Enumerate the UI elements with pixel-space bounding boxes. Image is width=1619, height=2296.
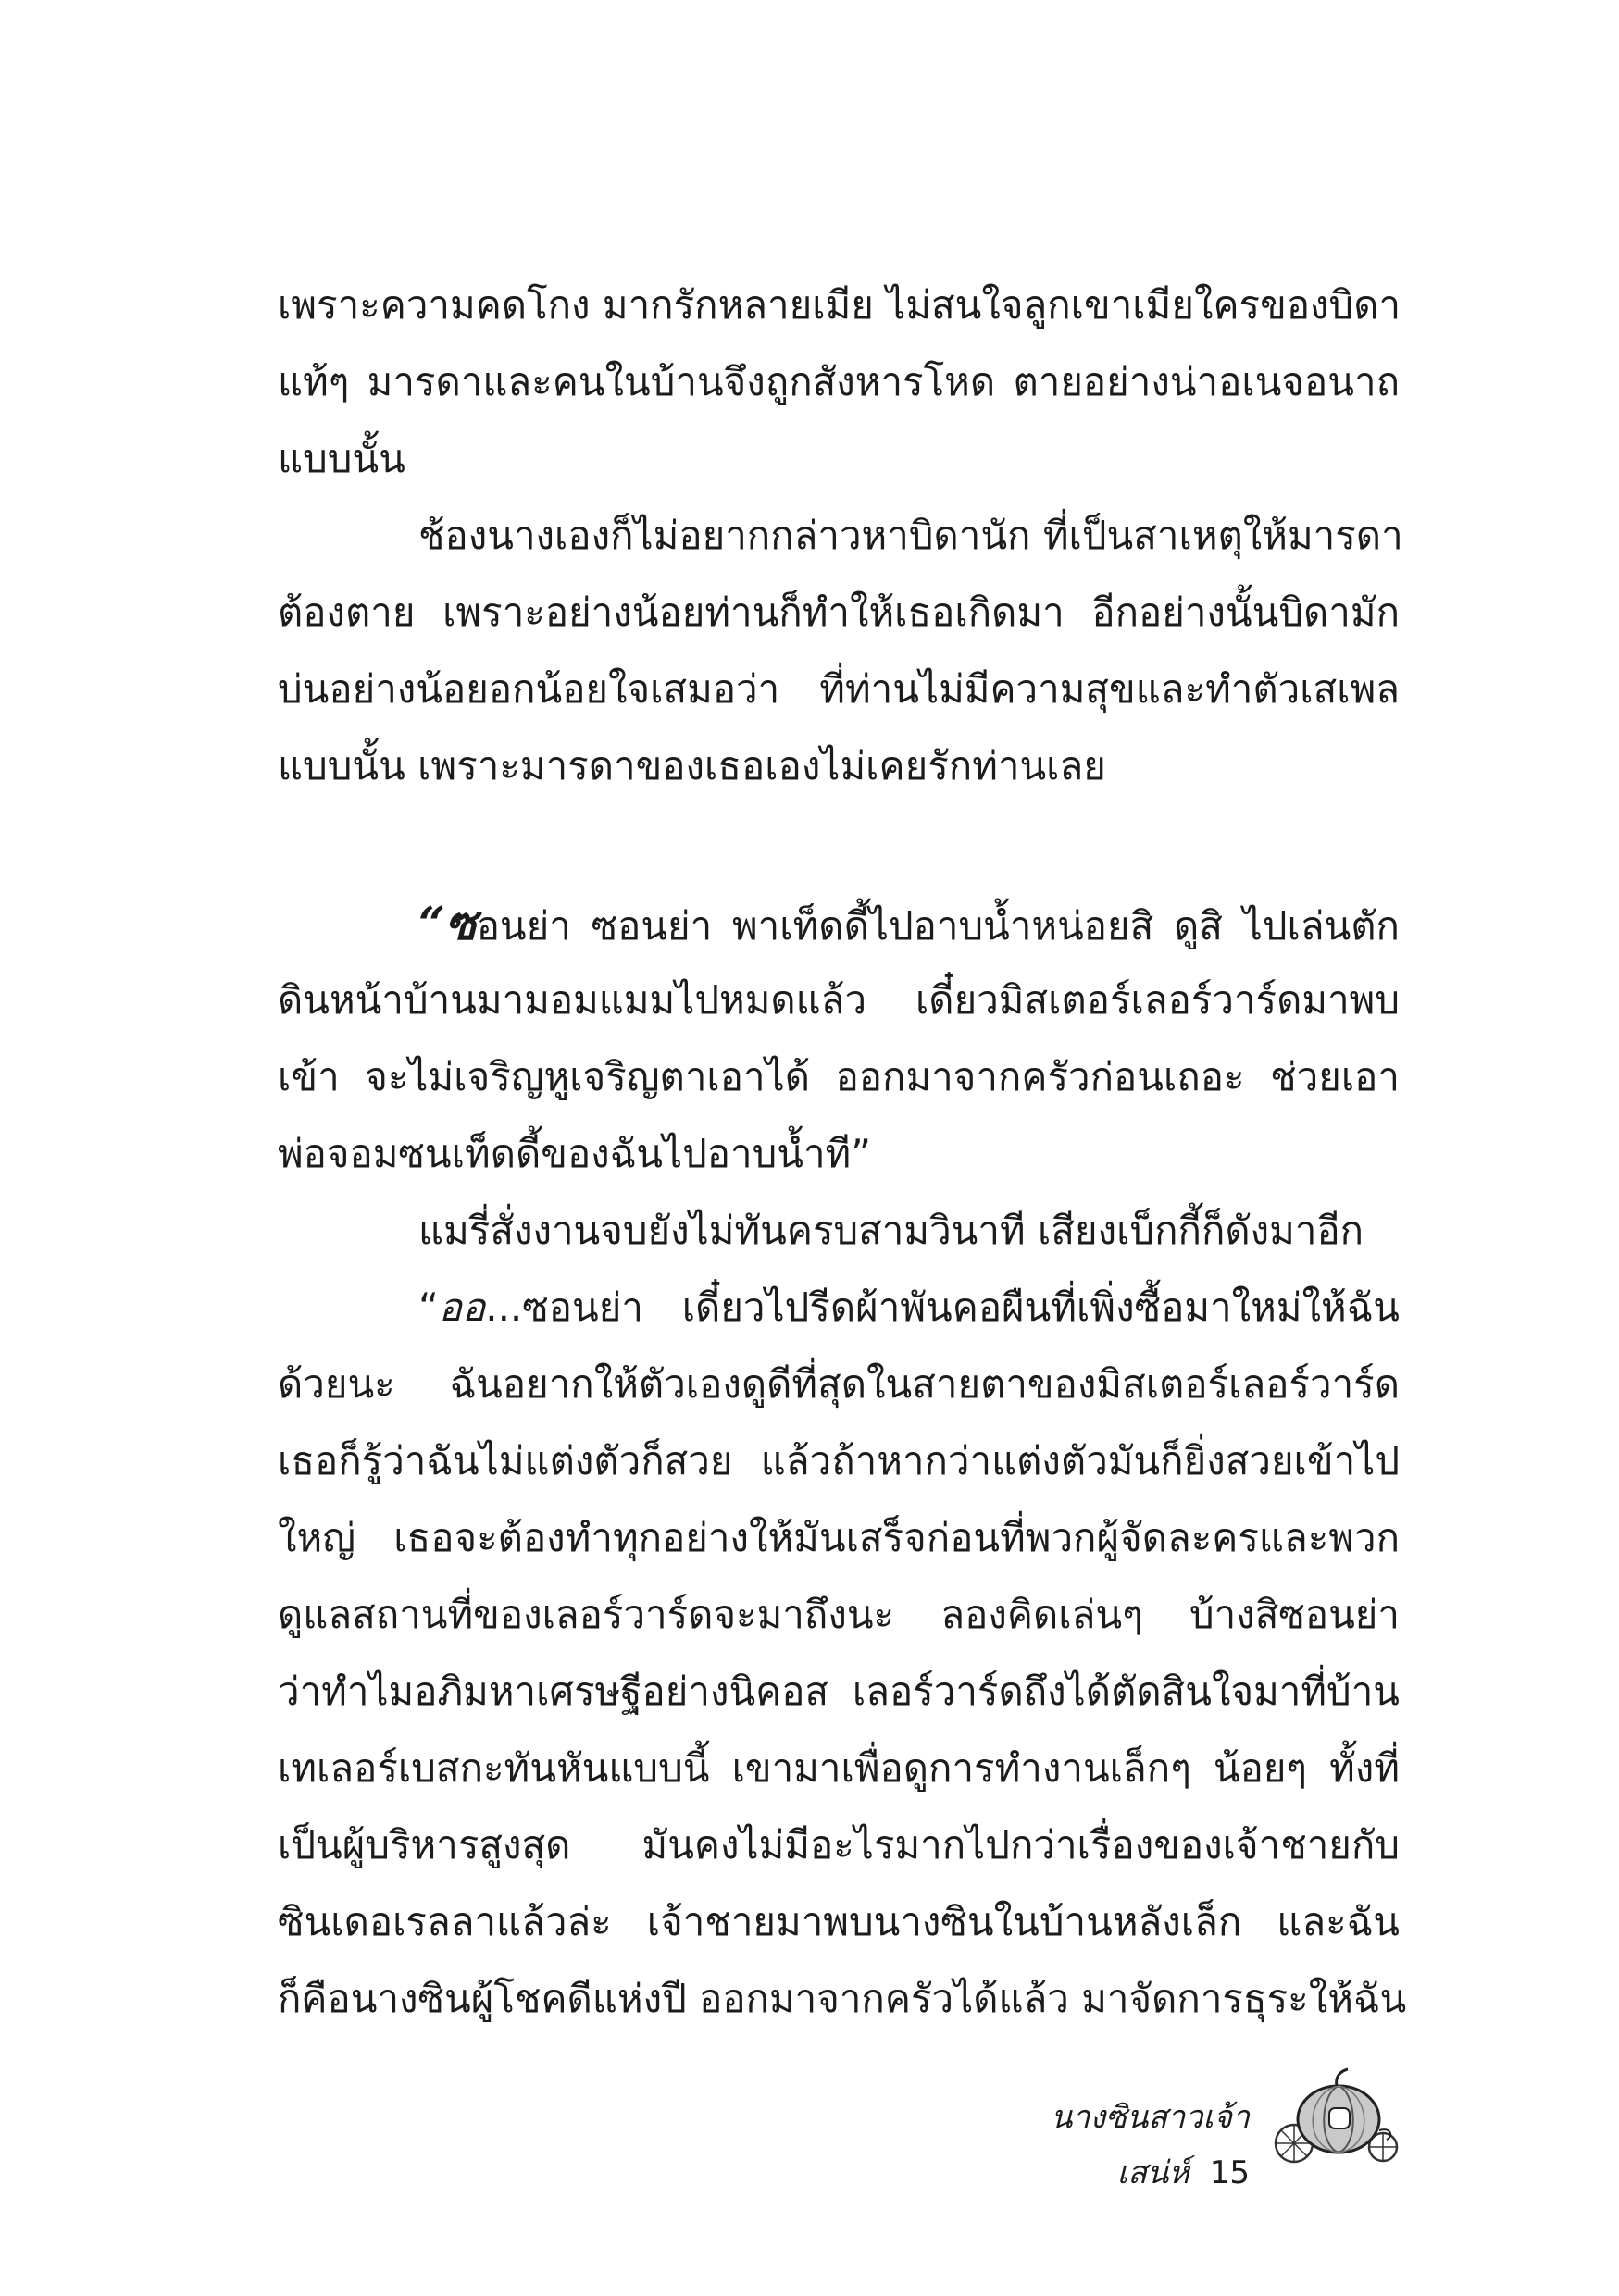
text-line: แบบนั้น [278,436,405,481]
text-line: เธอก็รู้ว่าฉันไม่แต่งตัวก็สวย แล้วถ้าหากว่าแต่งตัวมันก็ยิ่งสวยเข้าไป [278,1438,1400,1483]
text-line: เพราะความคดโกง มากรักหลายเมีย ไม่สนใจลูกเขาเมียใครของบิดา [278,282,1401,328]
drop-cap: “ซ [418,896,477,950]
text-line: เป็นผู้บริหารสูงสุด มันคงไม่มีอะไรมากไปกว่าเรื่องของเจ้าชายกับ [278,1822,1400,1868]
text-line: “ซอนย่า ซอนย่า พาเท็ดดี้ไปอาบน้ำหน่อยสิ ดูสิ ไปเล่นตัก [418,896,1400,950]
text-line: บ่นอย่างน้อยอกน้อยใจเสมอว่า ที่ท่านไม่มีความสุขและทำตัวเสเพล [278,666,1400,712]
text-line: ใหญ่ เธอจะต้องทำทุกอย่างให้มันเสร็จก่อนที่พวกผู้จัดละครและพวก [278,1515,1400,1560]
text-line: ช้องนางเองก็ไม่อยากกล่าวหาบิดานัก ที่เป็นสาเหตุให้มารดา [418,513,1403,558]
book-title: นางซินสาวเจ้าเสน่ห์ [1051,2099,1250,2191]
text-line: ว่าทำไมอภิมหาเศรษฐีอย่างนิคอส เลอร์วาร์ดถึงได้ตัดสินใจมาที่บ้าน [278,1669,1400,1714]
text-line: ก็คือนางซินผู้โชคดีแห่งปี ออกมาจากครัวได้แล้ว มาจัดการธุระให้ฉัน [278,1976,1407,2021]
text-line: ซินเดอเรลลาแล้วล่ะ เจ้าชายมาพบนางซินในบ้านหลังเล็ก และฉัน [278,1899,1400,1944]
text-line: “ออ...ซอนย่า เดี๋ยวไปรีดผ้าพันคอผืนที่เพิ่งซื้อมาใหม่ให้ฉัน [418,1285,1400,1330]
text-line: ดินหน้าบ้านมามอมแมมไปหมดแล้ว เดี๋ยวมิสเตอร์เลอร์วาร์ดมาพบ [278,977,1400,1023]
page-number: 15 [1209,2154,1250,2191]
text-line: เทเลอร์เบสกะทันหันแบบนี้ เขามาเพื่อดูการทำงานเล็กๆ น้อยๆ ทั้งที่ [278,1745,1400,1791]
text-line: เข้า จะไม่เจริญหูเจริญตาเอาได้ ออกมาจากครัวก่อนเถอะ ช่วยเอา [278,1054,1400,1099]
text-line: แบบนั้น เพราะมารดาของเธอเองไม่เคยรักท่านเลย [278,743,1106,788]
text-line: แท้ๆ มารดาและคนในบ้านจึงถูกสังหารโหด ตายอย่างน่าอเนจอนาถ [278,359,1400,404]
pumpkin-carriage-icon [1272,2066,1401,2167]
text-line: ดูแลสถานที่ของเลอร์วาร์ดจะมาถึงนะ ลองคิดเล่นๆ บ้างสิซอนย่า [278,1592,1400,1637]
text-line: ต้องตาย เพราะอย่างน้อยท่านก็ทำให้เธอเกิดมา อีกอย่างนั้นบิดามัก [278,590,1400,635]
text-line: พ่อจอมซนเท็ดดี้ของฉันไปอาบน้ำที” [278,1131,871,1176]
text-line: ด้วยนะ ฉันอยากให้ตัวเองดูดีที่สุดในสายตาของมิสเตอร์เลอร์วาร์ด [278,1361,1400,1407]
page-footer [926,2090,1250,2191]
text-line: แมรี่สั่งงานจบยังไม่ทันครบสามวินาที เสียงเบ็กกี้ก็ดังมาอีก [418,1208,1364,1253]
